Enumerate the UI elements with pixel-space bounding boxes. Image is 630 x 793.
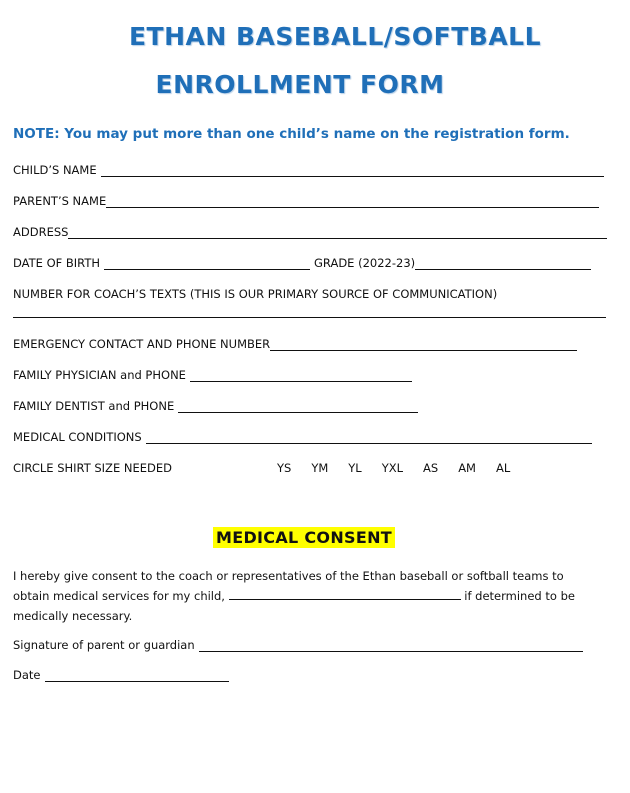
date-row xyxy=(13,668,229,682)
signature-label: Signature of parent or guardian xyxy=(13,638,195,652)
address-label: ADDRESS xyxy=(13,225,69,239)
coach-texts-line-row xyxy=(13,305,606,318)
consent-paragraph xyxy=(13,566,598,626)
signature-field[interactable] xyxy=(199,639,583,652)
shirt-size-yxl[interactable]: YXL xyxy=(381,461,404,475)
shirt-size-row xyxy=(13,461,510,475)
physician-label: FAMILY PHYSICIAN and PHONE xyxy=(13,368,186,382)
note-text: NOTE: You may put more than one child’s name on the registration form. xyxy=(13,126,570,142)
physician-field[interactable] xyxy=(190,369,412,382)
parent-name-field[interactable] xyxy=(106,195,599,208)
child-name-label: CHILD’S NAME xyxy=(13,163,97,177)
coach-texts-row xyxy=(13,287,497,301)
grade-label: GRADE (2022-23) xyxy=(314,256,416,270)
parent-name-row xyxy=(13,194,599,208)
form-title-line2: ENROLLMENT FORM xyxy=(155,70,445,99)
emergency-label: EMERGENCY CONTACT AND PHONE NUMBER xyxy=(13,337,271,351)
coach-texts-field[interactable] xyxy=(13,305,606,318)
medical-conditions-field[interactable] xyxy=(146,431,592,444)
shirt-size-as[interactable]: AS xyxy=(423,461,439,475)
shirt-size-label: CIRCLE SHIRT SIZE NEEDED xyxy=(13,461,172,475)
child-name-row xyxy=(13,163,604,177)
coach-texts-label: NUMBER FOR COACH’S TEXTS (THIS IS OUR PRIMARY SOURCE OF COMMUNICATION) xyxy=(13,287,498,301)
shirt-size-ys[interactable]: YS xyxy=(276,461,292,475)
physician-row xyxy=(13,368,412,382)
shirt-size-options xyxy=(277,461,510,475)
dob-field[interactable] xyxy=(104,257,310,270)
child-name-consent-field[interactable] xyxy=(229,588,461,600)
shirt-size-am[interactable]: AM xyxy=(458,461,476,475)
parent-name-label: PARENT’S NAME xyxy=(13,194,107,208)
medical-conditions-row xyxy=(13,430,592,444)
form-title-line1: ETHAN BASEBALL/SOFTBALL xyxy=(128,22,542,51)
grade-field[interactable] xyxy=(415,257,591,270)
date-field[interactable] xyxy=(45,669,229,682)
medical-conditions-label: MEDICAL CONDITIONS xyxy=(13,430,142,444)
shirt-size-yl[interactable]: YL xyxy=(348,461,362,475)
dentist-label: FAMILY DENTIST and PHONE xyxy=(13,399,175,413)
date-label: Date xyxy=(13,668,41,682)
dob-label: DATE OF BIRTH xyxy=(13,256,101,270)
medical-consent-heading: MEDICAL CONSENT xyxy=(213,527,395,548)
child-name-field[interactable] xyxy=(101,164,604,177)
shirt-size-ym[interactable]: YM xyxy=(311,461,329,475)
address-field[interactable] xyxy=(68,226,607,239)
address-row xyxy=(13,225,607,239)
consent-text-part2: if determined to be medically necessary. xyxy=(13,589,575,623)
dentist-row xyxy=(13,399,418,413)
dentist-field[interactable] xyxy=(178,400,418,413)
emergency-field[interactable] xyxy=(270,338,577,351)
dob-row xyxy=(13,256,591,270)
shirt-size-al[interactable]: AL xyxy=(495,461,511,475)
emergency-row xyxy=(13,337,577,351)
consent-text-part1: I hereby give consent to the coach or representatives of the Ethan baseball or softball teams to obtain medical services for my child, xyxy=(13,569,564,603)
signature-row xyxy=(13,638,583,652)
